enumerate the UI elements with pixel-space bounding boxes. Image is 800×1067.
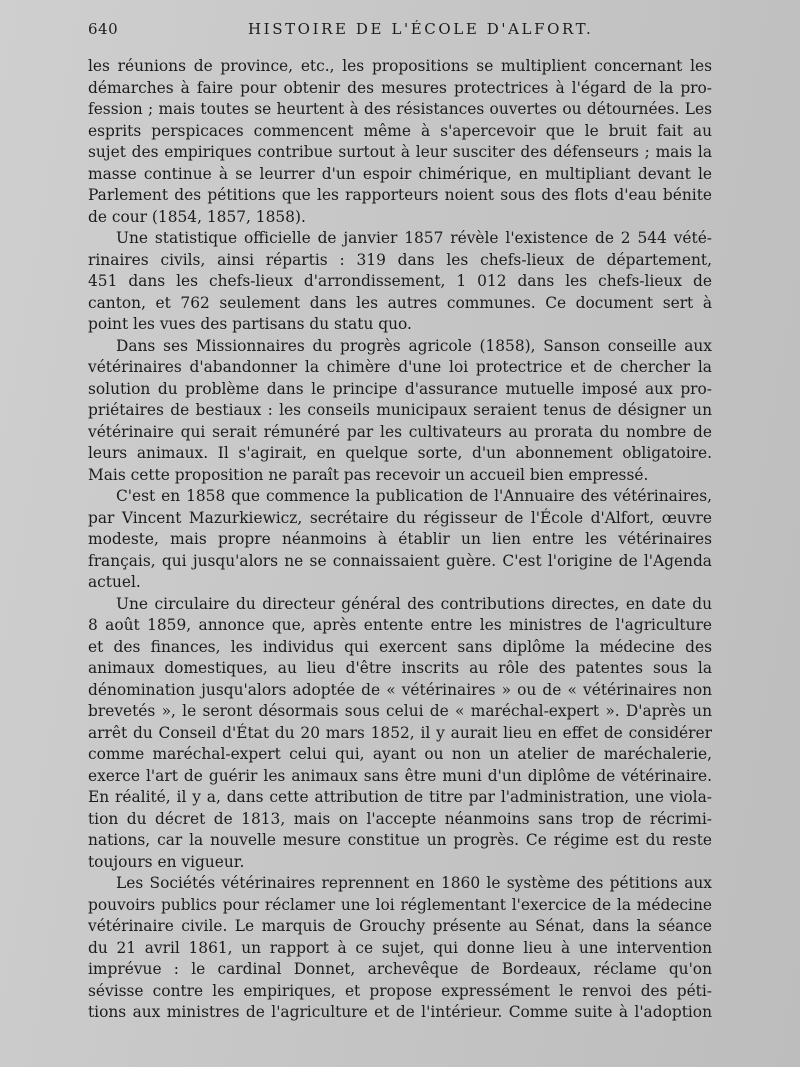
text-line: solution du problème dans le principe d'assurance mutuelle imposé aux pro- (88, 379, 712, 398)
text-line: priétaires de bestiaux : les conseils municipaux seraient tenus de désigner un (88, 401, 712, 419)
text-line: sévisse contre les empiriques, et propose expressément le renvoi des péti- (88, 981, 712, 1000)
text-line: démarches à faire pour obtenir des mesures protectrices à l'égard de la pro- (88, 78, 712, 97)
text-line: Une statistique officielle de janvier 1857 révèle l'existence de 2 544 vété- (116, 229, 712, 247)
text-line: fession ; mais toutes se heurtent à des résistances ouvertes ou détournées. Les (88, 100, 712, 118)
text-line: toujours en vigueur. (88, 852, 245, 871)
text-line: modeste, mais propre néanmoins à établir un lien entre les vétérinaires (88, 530, 712, 548)
text-line: Une circulaire du directeur général des contributions directes, en date du (116, 594, 712, 613)
text-line: exerce l'art de guérir les animaux sans être muni d'un diplôme de vétérinaire. (88, 766, 712, 785)
text-line: Mais cette proposition ne paraît pas recevoir un accueil bien empressé. (88, 465, 649, 484)
text-line: point les vues des partisans du statu quo. (88, 315, 412, 333)
text-line: pouvoirs publics pour réclamer une loi réglementant l'exercice de la médecine (88, 895, 712, 914)
text-line: sujet des empiriques contribue surtout à leur susciter des défenseurs ; mais la (88, 143, 712, 161)
text-line: tion du décret de 1813, mais on l'accepte néanmoins sans trop de récrimi- (88, 809, 712, 828)
text-line: arrêt du Conseil d'État du 20 mars 1852, il y aurait lieu en effet de considérer (88, 723, 712, 742)
text-line: vétérinaire civile. Le marquis de Grouchy présente au Sénat, dans la séance (88, 917, 712, 935)
text-line: En réalité, il y a, dans cette attribution de titre par l'administration, une viola- (88, 788, 712, 806)
text-line: 8 août 1859, annonce que, après entente entre les ministres de l'agriculture (88, 616, 712, 634)
text-line: actuel. (88, 573, 141, 591)
text-line: leurs animaux. Il s'agirait, en quelque sorte, d'un abonnement obligatoire. (88, 444, 712, 462)
text-line: canton, et 762 seulement dans les autres communes. Ce document sert à (88, 293, 712, 312)
text-line: tions aux ministres de l'agriculture et de l'intérieur. Comme suite à l'adoption (88, 1003, 712, 1021)
text-line: C'est en 1858 que commence la publication de l'Annuaire des vétérinaires, (116, 487, 712, 505)
text-line: vétérinaires d'abandonner la chimère d'une loi protectrice et de chercher la (88, 358, 712, 376)
text-line: rinaires civils, ainsi répartis : 319 dans les chefs-lieux de département, (88, 250, 712, 269)
text-line: du 21 avril 1861, un rapport à ce sujet, qui donne lieu à une intervention (88, 938, 712, 957)
text-line: 451 dans les chefs-lieux d'arrondissement, 1 012 dans les chefs-lieux de (88, 272, 712, 290)
text-line: masse continue à se leurrer d'un espoir chimérique, en multipliant devant le (88, 164, 712, 183)
text-line: brevetés », le seront désormais sous celui de « maréchal-expert ». D'après un (88, 702, 712, 720)
text-line: Parlement des pétitions que les rapporteurs noient sous des flots d'eau bénite (88, 186, 712, 204)
text-line: français, qui jusqu'alors ne se connaissaient guère. C'est l'origine de l'Agenda (88, 551, 712, 570)
text-line: esprits perspicaces commencent même à s'apercevoir que le bruit fait au (88, 121, 712, 140)
text-line: les réunions de province, etc., les propositions se multiplient concernant les (88, 57, 712, 75)
text-line: nations, car la nouvelle mesure constitue un progrès. Ce régime est du reste (88, 831, 712, 849)
text-line: animaux domestiques, au lieu d'être inscrits au rôle des patentes sous la (88, 659, 712, 677)
text-line: comme maréchal-expert celui qui, ayant ou non un atelier de maréchalerie, (88, 745, 712, 763)
body-text (88, 56, 712, 1024)
text-line: vétérinaire qui serait rémunéré par les cultivateurs au prorata du nombre de (88, 422, 712, 441)
running-head (88, 20, 708, 44)
text-line: par Vincent Mazurkiewicz, secrétaire du régisseur de l'École d'Alfort, œuvre (88, 508, 712, 527)
text-line: et des finances, les individus qui exercent sans diplôme la médecine des (88, 637, 712, 656)
text-line: Dans ses Missionnaires du progrès agricole (1858), Sanson conseille aux (116, 336, 712, 355)
text-line: dénomination jusqu'alors adoptée de « vétérinaires » ou de « vétérinaires non (88, 680, 712, 699)
running-title: HISTOIRE DE L'ÉCOLE D'ALFORT. (248, 20, 594, 38)
text-line: Les Sociétés vétérinaires reprennent en 1860 le système des pétitions aux (116, 874, 712, 892)
text-line: de cour (1854, 1857, 1858). (88, 207, 306, 226)
text-line: imprévue : le cardinal Donnet, archevêque de Bordeaux, réclame qu'on (88, 960, 712, 978)
page-number: 640 (88, 20, 119, 38)
